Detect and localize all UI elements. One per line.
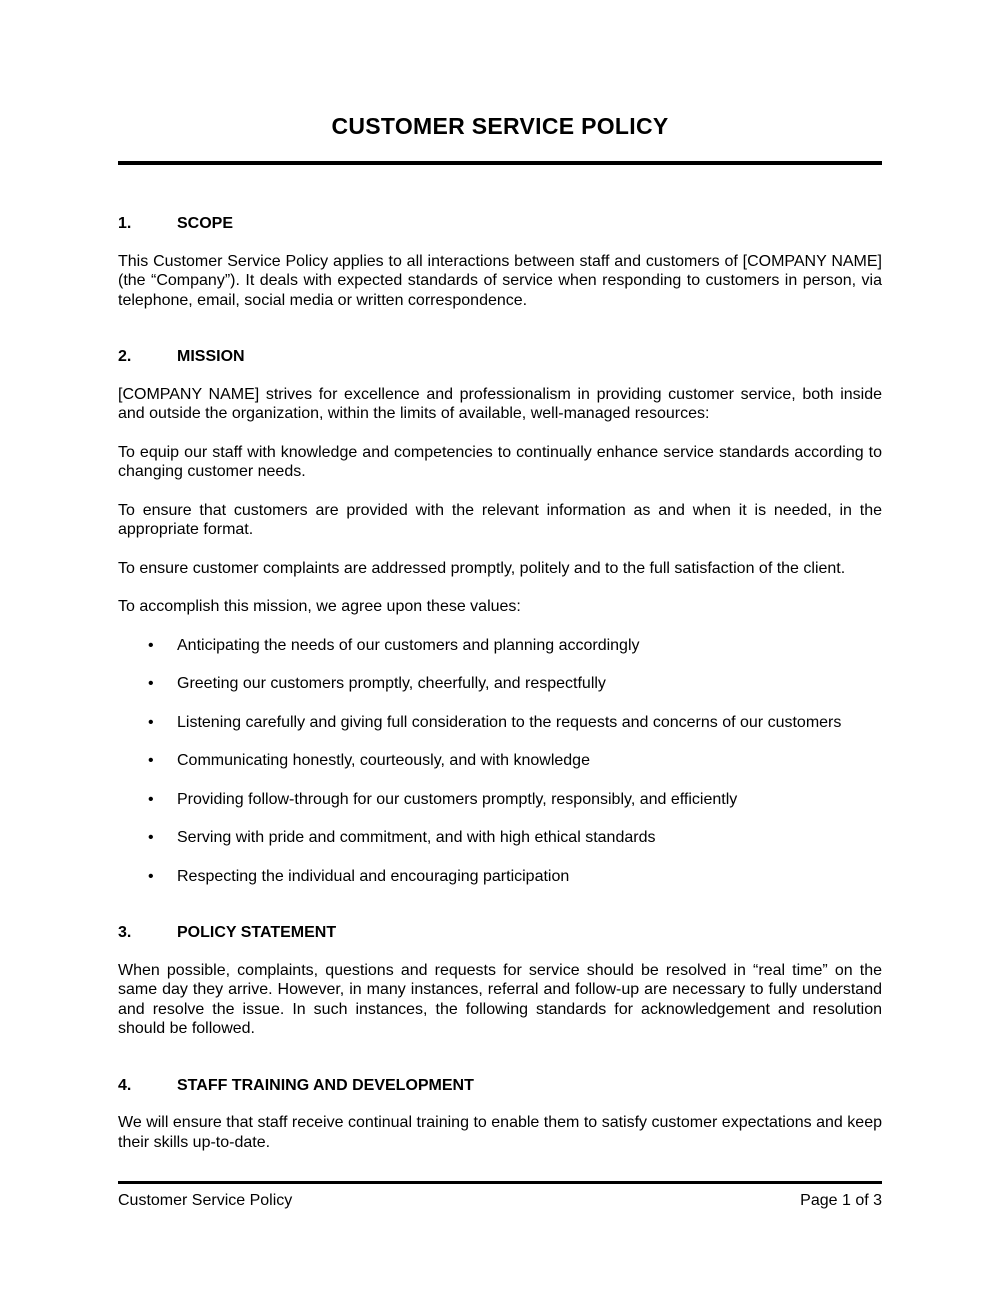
document-title: CUSTOMER SERVICE POLICY xyxy=(331,113,669,139)
paragraph: To ensure that customers are provided with the relevant information as and when it is needed, in the appropriate format. xyxy=(118,501,882,538)
section-heading-label: STAFF TRAINING AND DEVELOPMENT xyxy=(177,1076,474,1094)
bullet-item: • Greeting our customers promptly, cheerfully, and respectfully xyxy=(118,674,882,694)
section-number: 1. xyxy=(118,215,132,232)
paragraph: When possible, complaints, questions and requests for service should be resolved in “real time” on the same day they arrive. However, in many instances, referral and follow-up are necessary to fully understand and resolve the issue. In such instances, the following standards for acknowledgement and resolution should be followed. xyxy=(118,961,882,1037)
section-heading xyxy=(118,347,882,367)
section-heading-label: MISSION xyxy=(177,348,245,365)
bullet-item: • Listening carefully and giving full consideration to the requests and concerns of our customers xyxy=(118,713,882,733)
page-footer xyxy=(118,1181,882,1211)
section-heading xyxy=(118,214,882,234)
section-scope xyxy=(118,214,882,310)
section-policy-statement xyxy=(118,923,882,1039)
title-divider xyxy=(118,161,882,165)
paragraph: To accomplish this mission, we agree upon these values: xyxy=(118,598,521,615)
section-heading xyxy=(118,1076,882,1096)
paragraph: This Customer Service Policy applies to all interactions between staff and customers of [COMPANY NAME] (the “Company”). It deals with expected standards of service when responding to customers in person, via telephone, email, social media or written correspondence. xyxy=(118,252,882,309)
footer-page-number: Page 1 of 3 xyxy=(800,1192,882,1209)
document-content xyxy=(118,0,882,1171)
bullet-item: • Providing follow-through for our customers promptly, responsibly, and efficiently xyxy=(118,790,882,810)
bullet-item: • Communicating honestly, courteously, and with knowledge xyxy=(118,751,882,771)
section-staff-training xyxy=(118,1076,882,1153)
footer-document-name: Customer Service Policy xyxy=(118,1192,293,1209)
bullet-item: • Anticipating the needs of our customers and planning accordingly xyxy=(118,636,882,656)
section-heading-label: POLICY STATEMENT xyxy=(177,924,337,941)
paragraph: We will ensure that staff receive continual training to enable them to satisfy customer expectations and keep their skills up-to-date. xyxy=(118,1114,882,1151)
section-number: 2. xyxy=(118,348,132,365)
section-heading xyxy=(118,923,882,943)
values-bullet-list xyxy=(118,636,882,887)
bullet-item: • Serving with pride and commitment, and with high ethical standards xyxy=(118,828,882,848)
bullet-item: • Respecting the individual and encouraging participation xyxy=(118,867,882,887)
section-mission xyxy=(118,347,882,886)
paragraph: To equip our staff with knowledge and competencies to continually enhance service standards according to changing customer needs. xyxy=(118,443,882,480)
section-number: 3. xyxy=(118,924,132,941)
paragraph: [COMPANY NAME] strives for excellence and professionalism in providing customer service, both inside and outside the organization, within the limits of available, well-managed resources: xyxy=(118,385,882,422)
paragraph: To ensure customer complaints are addressed promptly, politely and to the full satisfaction of the client. xyxy=(118,559,846,577)
section-heading-label: SCOPE xyxy=(177,215,234,232)
section-number: 4. xyxy=(118,1076,132,1094)
